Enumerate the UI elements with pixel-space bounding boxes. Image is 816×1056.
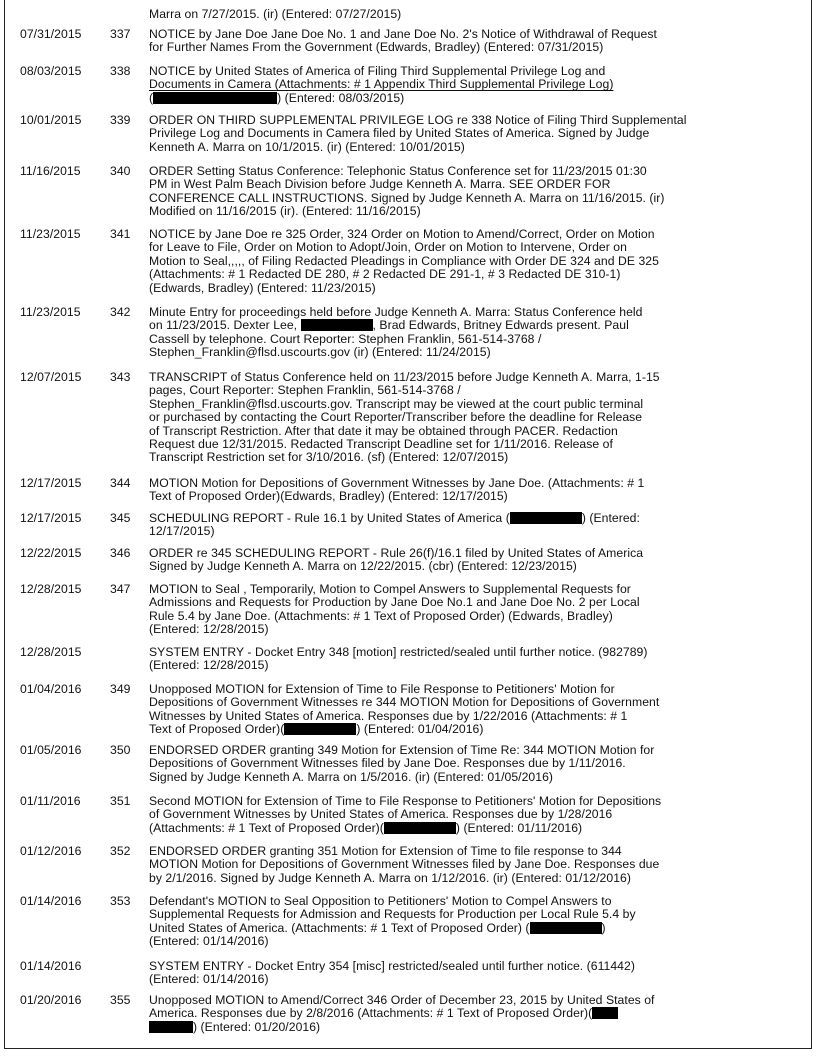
entry-date: 11/23/2015 (20, 305, 81, 319)
entry-date: 10/01/2015 (20, 113, 82, 127)
entry-date: 08/03/2015 (20, 64, 82, 78)
entry-number: 349 (110, 682, 131, 696)
entry-date: 01/14/2016 (20, 894, 82, 908)
entry-text-line: Cassell by telephone. Court Reporter: Stephen Franklin, 561-514-3768 / (149, 331, 542, 346)
entry-text-line: ORDER ON THIRD SUPPLEMENTAL PRIVILEGE LOG re 338 Notice of Filing Third Supplemental (149, 113, 687, 127)
entry-text-line (149, 512, 745, 525)
entry-number: 345 (110, 511, 131, 525)
entry-text-line: 12/17/2015) (149, 524, 215, 539)
entry-text-fragment: America. Responses due by 2/8/2016 (Attachments: # 1 Text of Proposed Order)( (149, 1006, 593, 1021)
entry-number: 339 (110, 113, 131, 127)
entry-text-line: TRANSCRIPT of Status Conference held on 11/23/2015 before Judge Kenneth A. Marra, 1-15 (149, 370, 660, 384)
redaction-bar (301, 319, 373, 331)
entry-text-line (149, 1007, 745, 1020)
entry-text-line (149, 92, 745, 105)
entry-text-line: of Transcript Restriction. After that date it may be obtained through PACER. Redaction (149, 423, 618, 438)
entry-date: 12/22/2015 (20, 546, 82, 560)
entry-text-line: or purchased by contacting the Court Reporter/Transcriber before the deadline for Release (149, 410, 643, 425)
entry-number: 338 (110, 64, 131, 78)
entry-text-line: (Entered: 12/28/2015) (149, 658, 269, 673)
entry-text-line: CONFERENCE CALL INSTRUCTIONS. Signed by Judge Kenneth A. Marra on 11/16/2015. (ir) (149, 190, 665, 205)
entry-text-line: MOTION to Seal , Temporarily, Motion to Compel Answers to Supplemental Requests for (149, 582, 631, 596)
entry-number: 351 (110, 794, 131, 808)
entry-date: 12/28/2015 (20, 582, 82, 596)
entry-text-fragment: ( (149, 90, 154, 105)
entry-text-line: for Further Names From the Government (Edwards, Bradley) (Entered: 07/31/2015) (149, 40, 604, 55)
entry-text-fragment: (Attachments: # 1 Text of Proposed Order)( (149, 820, 384, 835)
redaction-bar (592, 1007, 618, 1019)
redaction-bar (384, 822, 456, 834)
entry-text-line: NOTICE by Jane Doe Jane Doe No. 1 and Jane Doe No. 2's Notice of Withdrawal of Request (149, 27, 657, 41)
entry-text-line: (Entered: 12/28/2015) (149, 622, 269, 637)
entry-text-line: Text of Proposed Order)(Edwards, Bradley) (Entered: 12/17/2015) (149, 489, 508, 504)
entry-text-line: SYSTEM ENTRY - Docket Entry 354 [misc] restricted/sealed until further notice. (611442) (149, 959, 635, 973)
entry-text-line: Depositions of Government Witnesses filed by Jane Doe. Responses due by 1/11/2016. (149, 756, 626, 771)
entry-text-line: (Edwards, Bradley) (Entered: 11/23/2015) (149, 280, 376, 295)
entry-text-line: ORDER re 345 SCHEDULING REPORT - Rule 26(f)/16.1 filed by United States of America (149, 546, 644, 560)
entry-date: 11/16/2015 (20, 164, 81, 178)
entry-date: 01/12/2016 (20, 844, 82, 858)
entry-number: 342 (110, 305, 131, 319)
redaction-bar (153, 92, 277, 104)
entry-text-line: Minute Entry for proceedings held before Judge Kenneth A. Marra: Status Conference held (149, 305, 643, 319)
entry-text-line: ENDORSED ORDER granting 349 Motion for Extension of Time Re: 344 MOTION Motion for (149, 743, 655, 757)
entry-text-fragment: ) (601, 920, 606, 935)
entry-text-line: (Attachments: # 1 Redacted DE 280, # 2 Redacted DE 291-1, # 3 Redacted DE 310-1) (149, 267, 621, 282)
entry-text-line: SYSTEM ENTRY - Docket Entry 348 [motion] restricted/sealed until further notice. (982789) (149, 645, 648, 659)
entry-text-line: Documents in Camera (Attachments: # 1 Appendix Third Supplemental Privilege Log) (149, 77, 614, 92)
entry-text-line: Unopposed MOTION for Extension of Time to File Response to Petitioners' Motion for (149, 682, 615, 696)
entry-number: 346 (110, 546, 131, 560)
entry-text-line: Unopposed MOTION to Amend/Correct 346 Order of December 23, 2015 by United States of (149, 993, 655, 1007)
entry-number: 347 (110, 582, 131, 596)
entry-text-line: Marra on 7/27/2015. (ir) (Entered: 07/27/2015) (149, 7, 402, 21)
redaction-bar (510, 512, 582, 524)
entry-text-fragment: on 11/23/2015. Dexter Lee, (149, 318, 298, 333)
redaction-bar (530, 922, 602, 934)
entry-text-line: for Leave to File, Order on Motion to Adopt/Join, Order on Motion to Intervene, Order on (149, 240, 627, 255)
entry-date: 12/17/2015 (20, 511, 82, 525)
entry-text-line: Defendant's MOTION to Seal Opposition to Petitioners' Motion to Compel Answers to (149, 894, 612, 908)
entry-text-fragment: United States of America. (Attachments: # 1 Text of Proposed Order) ( (149, 920, 530, 935)
entry-text-line: Stephen_Franklin@flsd.uscourts.gov. Transcript may be viewed at the court public terminal (149, 396, 644, 411)
entry-text-line: of Government Witnesses by United States of America. Responses due by 1/28/2016 (149, 807, 613, 822)
entry-number: 350 (110, 743, 131, 757)
entry-text-line: Stephen_Franklin@flsd.uscourts.gov (ir) (Entered: 11/24/2015) (149, 345, 491, 360)
entry-text-line: Admissions and Requests for Production by Jane Doe No.1 and Jane Doe No. 2 per Local (149, 595, 640, 610)
entry-text-fragment: ) (Entered: 08/03/2015) (277, 90, 405, 105)
entry-date: 01/20/2016 (20, 993, 82, 1007)
entry-date: 12/17/2015 (20, 476, 82, 490)
entry-text-line: NOTICE by United States of America of Filing Third Supplemental Privilege Log and (149, 64, 606, 78)
entry-text-line (149, 723, 745, 736)
entry-date: 07/31/2015 (20, 27, 82, 41)
entry-number: 344 (110, 476, 131, 490)
entry-text-line: Privilege Log and Documents in Camera filed by United States of America. Signed by Judge (149, 126, 650, 141)
entry-text-line: MOTION Motion for Depositions of Government Witnesses by Jane Doe. (Attachments: # 1 (149, 476, 645, 490)
entry-date: 12/28/2015 (20, 645, 82, 659)
entry-text-line: (Entered: 01/14/2016) (149, 934, 269, 949)
entry-date: 01/14/2016 (20, 959, 82, 973)
entry-text-line: Depositions of Government Witnesses re 344 MOTION Motion for Depositions of Government (149, 695, 660, 710)
entry-text-line (149, 922, 745, 935)
entry-text-line: PM in West Palm Beach Division before Judge Kenneth A. Marra. SEE ORDER FOR (149, 177, 611, 192)
entry-text-fragment: Text of Proposed Order)( (149, 722, 285, 737)
entry-date: 01/05/2016 (20, 743, 82, 757)
entry-text-line: pages, Court Reporter: Stephen Franklin, 561-514-3768 / (149, 383, 461, 398)
entry-text-line: Modified on 11/16/2015 (ir). (Entered: 11/16/2015) (149, 204, 421, 219)
entry-number: 341 (110, 227, 131, 241)
entry-text-line: by 2/1/2016. Signed by Judge Kenneth A. Marra on 1/12/2016. (ir) (Entered: 01/12/2016) (149, 870, 631, 885)
entry-text-line (149, 1021, 745, 1034)
entry-date: 12/07/2015 (20, 370, 82, 384)
entry-number: 337 (110, 27, 131, 41)
entry-text-fragment: SCHEDULING REPORT - Rule 16.1 by United States of America ( (149, 511, 510, 525)
entry-text-line: ORDER Setting Status Conference: Telephonic Status Conference set for 11/23/2015 01:30 (149, 164, 647, 178)
entry-date: 01/04/2016 (20, 682, 82, 696)
entry-text-line: Request due 12/31/2015. Redacted Transcript Deadline set for 1/11/2016. Release of (149, 436, 613, 451)
entry-text-fragment: ) (Entered: 01/04/2016) (356, 722, 484, 737)
entry-text-line: (Entered: 01/14/2016) (149, 972, 269, 987)
entry-text-line: ENDORSED ORDER granting 351 Motion for Extension of Time to file response to 344 (149, 844, 622, 858)
entry-text-line (149, 319, 745, 332)
entry-text-line: Second MOTION for Extension of Time to File Response to Petitioners' Motion for Depositions (149, 794, 662, 808)
entry-text-fragment: ) (Entered: 01/11/2016) (455, 820, 583, 835)
entry-date: 01/11/2016 (20, 794, 81, 808)
entry-number: 343 (110, 370, 131, 384)
entry-text-line: Transcript Restriction set for 3/10/2016. (sf) (Entered: 12/07/2015) (149, 450, 509, 465)
entry-text-line: Rule 5.4 by Jane Doe. (Attachments: # 1 Text of Proposed Order) (Edwards, Bradley) (149, 608, 613, 623)
entry-text-line: Witnesses by United States of America. Responses due by 1/22/2016 (Attachments: # 1 (149, 708, 628, 723)
entry-text-fragment: , Brad Edwards, Britney Edwards present. Paul (372, 318, 629, 333)
entry-text-fragment: ) (Entered: 01/20/2016) (193, 1019, 321, 1034)
redaction-bar (284, 723, 356, 735)
entry-number: 352 (110, 844, 131, 858)
entry-text-line: Signed by Judge Kenneth A. Marra on 12/22/2015. (cbr) (Entered: 12/23/2015) (149, 559, 577, 574)
entry-text-line (149, 822, 745, 835)
redaction-bar (149, 1021, 193, 1033)
entry-number: 355 (110, 993, 131, 1007)
entry-number: 353 (110, 894, 131, 908)
entry-text-line: Motion to Seal,,,,, of Filing Redacted Pleadings in Compliance with Order DE 324 and DE 325 (149, 253, 659, 268)
entry-date: 11/23/2015 (20, 227, 81, 241)
entry-text-line: Kenneth A. Marra on 10/1/2015. (ir) (Entered: 10/01/2015) (149, 139, 465, 154)
entry-number: 340 (110, 164, 131, 178)
entry-text-line: MOTION Motion for Depositions of Government Witnesses filed by Jane Doe. Responses due (149, 857, 660, 872)
entry-text-line: Signed by Judge Kenneth A. Marra on 1/5/2016. (ir) (Entered: 01/05/2016) (149, 769, 554, 784)
entry-text-line: Supplemental Requests for Admission and Requests for Production per Local Rule 5.4 by (149, 907, 636, 922)
entry-text-fragment: ) (Entered: (581, 511, 640, 525)
entry-text-line: NOTICE by Jane Doe re 325 Order, 324 Order on Motion to Amend/Correct, Order on Motion (149, 227, 655, 241)
